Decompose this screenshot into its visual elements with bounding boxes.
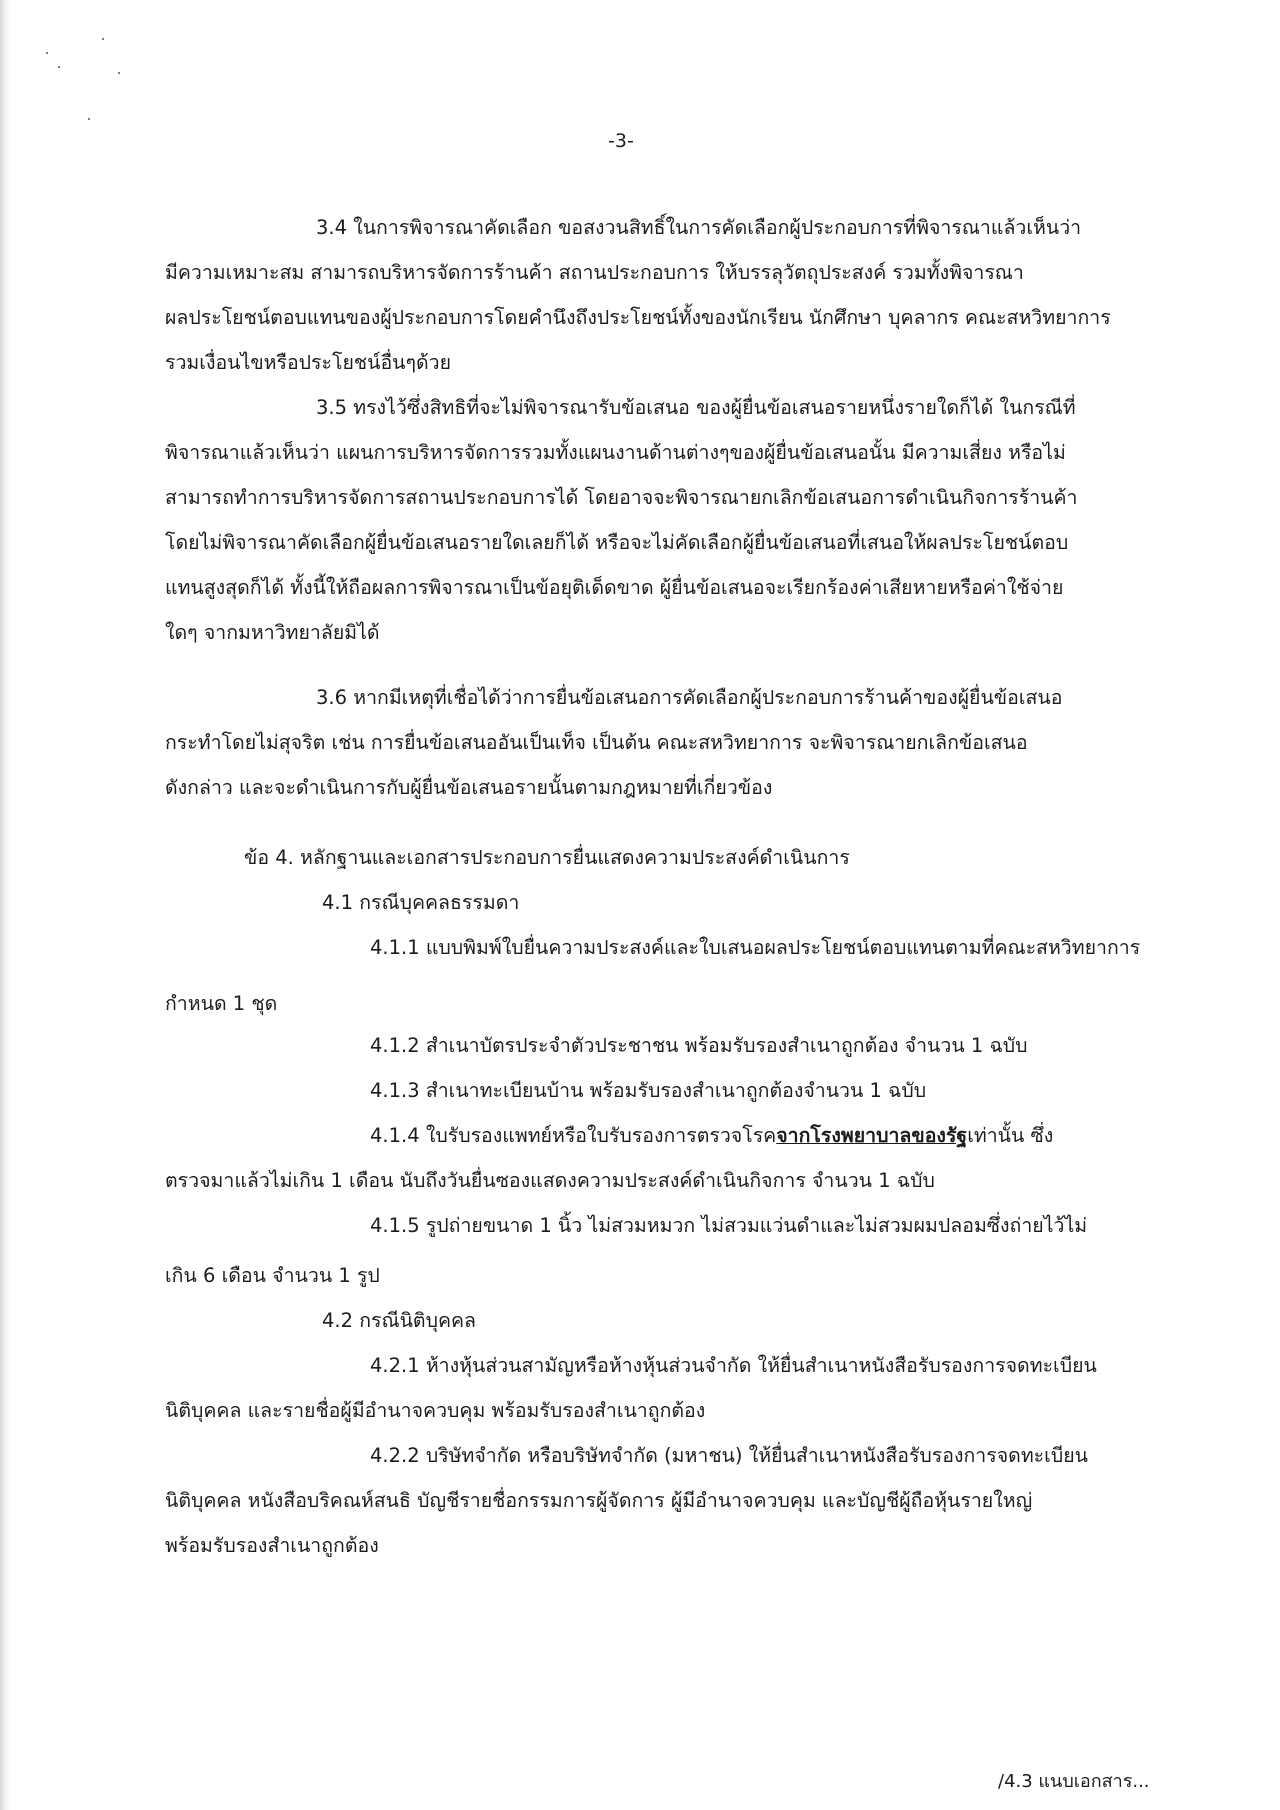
scan-speck	[46, 52, 48, 54]
para-3-6-line-2: กระทำโดยไม่สุจริต เช่น การยื่นข้อเสนออันเป็นเท็จ เป็นต้น คณะสหวิทยาการ จะพิจารณายกเลิกข้อเสนอ	[165, 731, 1028, 754]
para-3-5-line-3: สามารถทำการบริหารจัดการสถานประกอบการได้ โดยอาจจะพิจารณายกเลิกข้อเสนอการดำเนินกิจการร้านค้า	[165, 486, 1078, 509]
page-number: -3-	[608, 130, 634, 152]
para-3-4-line-3: ผลประโยชน์ตอบแทนของผู้ประกอบการโดยคำนึงถึงประโยชน์ทั้งของนักเรียน นักศึกษา บุคลากร คณะสหวิทยาการ	[165, 306, 1111, 329]
para-3-6-line-3: ดังกล่าว และจะดำเนินการกับผู้ยื่นข้อเสนอรายนั้นตามกฎหมายที่เกี่ยวข้อง	[165, 776, 773, 799]
item-4-2-1-line-2: นิติบุคคล และรายชื่อผู้มีอำนาจควบคุม พร้อมรับรองสำเนาถูกต้อง	[165, 1399, 706, 1422]
item-4-1-4-text-before: 4.1.4 ใบรับรองแพทย์หรือใบรับรองการตรวจโรค	[370, 1124, 777, 1147]
para-3-5-line-6: ใดๆ จากมหาวิทยาลัยมิได้	[165, 621, 380, 644]
item-4-1-4-text-after: เท่านั้น ซึ่ง	[967, 1124, 1054, 1147]
item-4-1-2: 4.1.2 สำเนาบัตรประจำตัวประชาชน พร้อมรับรองสำเนาถูกต้อง จำนวน 1 ฉบับ	[370, 1034, 1028, 1057]
para-3-5-line-2: พิจารณาแล้วเห็นว่า แผนการบริหารจัดการรวมทั้งแผนงานด้านต่างๆของผู้ยื่นข้อเสนอนั้น มีความเสี่ยง หรือไม่	[165, 441, 1066, 464]
item-4-1-5-line-2: เกิน 6 เดือน จำนวน 1 รูป	[165, 1264, 380, 1287]
item-4-1-5-line-1: 4.1.5 รูปถ่ายขนาด 1 นิ้ว ไม่สวมหมวก ไม่สวมแว่นดำและไม่สวมผมปลอมซึ่งถ่ายไว้ไม่	[370, 1214, 1088, 1237]
item-4-2-1-line-1: 4.2.1 ห้างหุ้นส่วนสามัญหรือห้างหุ้นส่วนจำกัด ให้ยื่นสำเนาหนังสือรับรองการจดทะเบียน	[370, 1354, 1097, 1377]
para-3-5-line-4: โดยไม่พิจารณาคัดเลือกผู้ยื่นข้อเสนอรายใดเลยก็ได้ หรือจะไม่คัดเลือกผู้ยื่นข้อเสนอที่เสนอให้ผลประโยชน์ตอบ	[165, 531, 1069, 554]
section-4-heading: ข้อ 4. หลักฐานและเอกสารประกอบการยื่นแสดงความประสงค์ดำเนินการ	[244, 846, 850, 869]
para-3-4-line-1: 3.4 ในการพิจารณาคัดเลือก ขอสงวนสิทธิ์ในการคัดเลือกผู้ประกอบการที่พิจารณาแล้วเห็นว่า	[316, 216, 1082, 239]
continuation-footer: /4.3 แนบเอกสาร...	[998, 1771, 1150, 1792]
scan-speck	[88, 118, 90, 120]
scan-speck	[118, 72, 120, 74]
item-4-1-4-line-2: ตรวจมาแล้วไม่เกิน 1 เดือน นับถึงวันยื่นซองแสดงความประสงค์ดำเนินกิจการ จำนวน 1 ฉบับ	[165, 1169, 935, 1192]
para-3-4-line-4: รวมเงื่อนไขหรือประโยชน์อื่นๆด้วย	[165, 351, 452, 374]
para-3-4-line-2: มีความเหมาะสม สามารถบริหารจัดการร้านค้า สถานประกอบการ ให้บรรลุวัตถุประสงค์ รวมทั้งพิจารณา	[165, 261, 1024, 284]
item-4-2-2-line-1: 4.2.2 บริษัทจำกัด หรือบริษัทจำกัด (มหาชน) ให้ยื่นสำเนาหนังสือรับรองการจดทะเบียน	[370, 1444, 1088, 1467]
item-4-1-3: 4.1.3 สำเนาทะเบียนบ้าน พร้อมรับรองสำเนาถูกต้องจำนวน 1 ฉบับ	[370, 1079, 927, 1102]
para-3-6-line-1: 3.6 หากมีเหตุที่เชื่อได้ว่าการยื่นข้อเสนอการคัดเลือกผู้ประกอบการร้านค้าของผู้ยื่นข้อเสนอ	[316, 686, 1063, 709]
item-4-2-2-line-3: พร้อมรับรองสำเนาถูกต้อง	[165, 1534, 379, 1557]
sub-heading-4-1: 4.1 กรณีบุคคลธรรมดา	[322, 891, 520, 914]
scan-speck	[58, 66, 60, 68]
item-4-2-2-line-2: นิติบุคคล หนังสือบริคณห์สนธิ บัญชีรายชื่อกรรมการผู้จัดการ ผู้มีอำนาจควบคุม และบัญชีผู้ถือหุ้นรายใหญ่	[165, 1489, 1033, 1512]
sub-heading-4-2: 4.2 กรณีนิติบุคคล	[322, 1309, 476, 1332]
item-4-1-4-underlined: จากโรงพยาบาลของรัฐ	[776, 1124, 968, 1147]
para-3-5-line-1: 3.5 ทรงไว้ซึ่งสิทธิที่จะไม่พิจารณารับข้อเสนอ ของผู้ยื่นข้อเสนอรายหนึ่งรายใดก็ได้ ในกรณีที่	[316, 396, 1076, 419]
item-4-1-4-line-1	[370, 1122, 1053, 1150]
scan-speck	[102, 38, 104, 40]
scan-edge-shadow	[0, 0, 10, 1810]
item-4-1-1-line-2: กำหนด 1 ชุด	[165, 992, 278, 1015]
para-3-5-line-5: แทนสูงสุดก็ได้ ทั้งนี้ให้ถือผลการพิจารณาเป็นข้อยุติเด็ดขาด ผู้ยื่นข้อเสนอจะเรียกร้องค่าเสียหายหรือค่าใช้จ่าย	[165, 576, 1064, 599]
item-4-1-1-line-1: 4.1.1 แบบพิมพ์ใบยื่นความประสงค์และใบเสนอผลประโยชน์ตอบแทนตามที่คณะสหวิทยาการ	[370, 936, 1141, 959]
